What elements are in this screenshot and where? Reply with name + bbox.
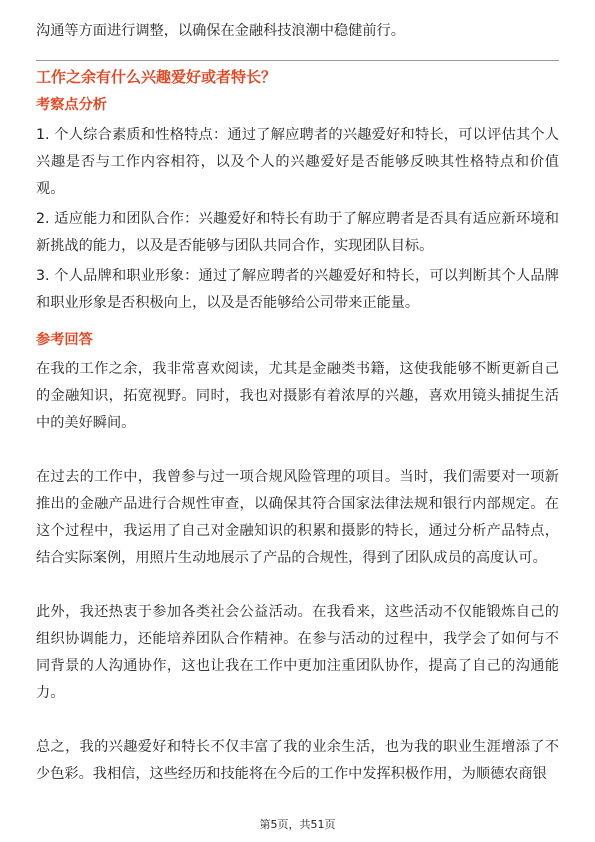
analysis-point: 2. 适应能力和团队合作：兴趣爱好和特长有助于了解应聘者是否具有适应新环境和新挑战的能力，以及是否能够与团队共同合作，实现团队目标。 [36,211,559,254]
intro-continuation-paragraph: 沟通等方面进行调整，以确保在金融科技浪潮中稳健前行。 [36,23,405,39]
analysis-list [36,122,559,320]
answer-body [36,356,559,815]
document-page [36,0,559,842]
answer-heading: 参考回答 [36,332,93,348]
question-heading: 工作之余有什么兴趣爱好或者特长？ [36,68,277,86]
answer-paragraph: 在过去的工作中，我曾参与过一项合规风险管理的项目。当时，我们需要对一项新推出的金融产品进行合规性审查，以确保其符合国家法律法规和银行内部规定。在这个过程中，我运用了自己对金融知识的积累和摄影的特长，通过分析产品特点，结合实际案例，用照片生动地展示了产品的合规性，得到了团队成员的高度认可。 [36,469,559,566]
answer-paragraph: 总之，我的兴趣爱好和特长不仅丰富了我的业余生活，也为我的职业生涯增添了不少色彩。我相信，这些经历和技能将在今后的工作中发挥积极作用，为顺德农商银 [36,739,559,782]
answer-paragraph: 此外，我还热衷于参加各类社会公益活动。在我看来，这些活动不仅能锻炼自己的组织协调能力，还能培养团队合作精神。在参与活动的过程中，我学会了如何与不同背景的人沟通协作，这也让我在工作中更加注重团队协作，提高了自己的沟通能力。 [36,604,559,701]
analysis-point: 1. 个人综合素质和性格特点：通过了解应聘者的兴趣爱好和特长，可以评估其个人兴趣是否与工作内容相符，以及个人的兴趣爱好是否能够反映其性格特点和价值观。 [36,127,559,197]
answer-paragraph: 在我的工作之余，我非常喜欢阅读，尤其是金融类书籍，这使我能够不断更新自己的金融知识，拓宽视野。同时，我也对摄影有着浓厚的兴趣，喜欢用镜头捕捉生活中的美好瞬间。 [36,361,559,431]
analysis-point: 3. 个人品牌和职业形象：通过了解应聘者的兴趣爱好和特长，可以判断其个人品牌和职业形象是否积极向上，以及是否能够给公司带来正能量。 [36,268,559,311]
analysis-heading: 考察点分析 [36,97,107,113]
page-footer: 第5页，共51页 [259,818,336,831]
section-divider [36,60,559,61]
